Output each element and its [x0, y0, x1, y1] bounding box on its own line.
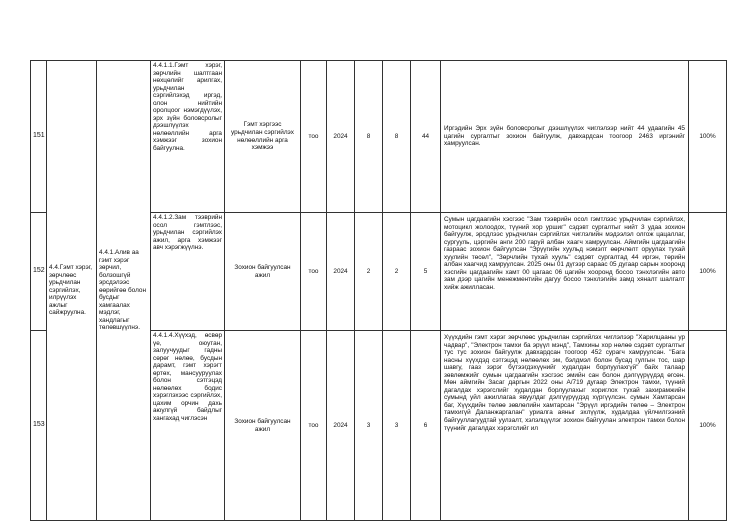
percent: 100%: [689, 61, 727, 213]
year: 2024: [327, 61, 355, 213]
actual: 44: [411, 61, 441, 213]
baseline: 3: [355, 331, 383, 521]
indicator: Гэмт хэргээс урьдчилан сэргийлэх нөлөөллийн арга хэмжээ: [225, 61, 301, 213]
group-goal: 4.4.Гэмт хэрэг, зөрчлөөс урьдчилан сэргийлэх, илрүүлэх ажлыг сайжруулна.: [47, 61, 97, 521]
row-number: 152: [31, 213, 47, 331]
plan-activity: 4.4.1.2.Зам тээврийн осол гэмтлээс, урьдчилан сэргийлэх ажил, арга хэмжээг авч хэрэгжүүлнэ.: [151, 213, 225, 331]
actual: 6: [411, 331, 441, 521]
plan-report-table: [30, 60, 727, 521]
unit: тоо: [301, 331, 327, 521]
indicator: Зохион байгуулсан ажил: [225, 213, 301, 331]
percent: 100%: [689, 213, 727, 331]
plan-activity: 4.4.1.1.Гэмт хэрэг, зөрчлийн шалтгаан нөхцөлийг арилгах, урьдчилан сэргийлэхэд иргэд, олон нийтийн оролцоог нэмэгдүүлэх, эрх зүйн боловсролыг дээшлүүлэх нөлөөллийн арга хэмжээг зохион байгуулна.: [151, 61, 225, 213]
baseline: 8: [355, 61, 383, 213]
year: 2024: [327, 213, 355, 331]
row-number: 151: [31, 61, 47, 213]
actual: 5: [411, 213, 441, 331]
target: 2: [383, 213, 411, 331]
indicator: Зохион байгуулсан ажил: [225, 331, 301, 521]
year: 2024: [327, 331, 355, 521]
unit: тоо: [301, 213, 327, 331]
target: 8: [383, 61, 411, 213]
row-number: 153: [31, 331, 47, 521]
percent: 100%: [689, 331, 727, 521]
group-objective: 4.4.1.Алив аа гэмт хэрэг зөрчил, болзошгүй эрсдэлээс өөрийгөө болон бусдыг хамгаалах мэдлэг, хандлагыг төлөвшүүлнэ.: [97, 61, 151, 521]
unit: тоо: [301, 61, 327, 213]
result-text: Сумын цагдаагийн хэсгээс "Зам тээврийн осол гэмтлээс урьдчилан сэргийлэх, мотоцикл жолоодох, түүний хор уршиг" сэдэвт сургалтыг нийт 3 удаа зохион байгуулж, эрсдлээс урьдчилан сэргийлэх чиглэлийн мэдээлэл олгож цацаллаг, сургууль, цэргийн анги 200 гаруй албан хаагч хамруулсан. Аймгийн цагдаагийн газраас зохион байгуулсан "Эрүүгийн хуульд нэмэлт өөрчлөлт оруулах тухай хуулийн төсөл", "Зөрчлийн тухай хууль" сэдэвт сургалтад 44 иргэн, төрийн албан хаагчид хамруулсан. 2025 оны 01 дүгээр сараас 05 дугаар сарын хооронд хэсгийн цагдаагийн хамт 00 цагаас 06 цагийн хооронд босоо тэнхлэгийн авто зам дээр цагийн менежментийн дагуу босоо тэнхлэгийн замд хяналт шалгалт хийж ажилласан.: [441, 213, 689, 331]
baseline: 2: [355, 213, 383, 331]
target: 3: [383, 331, 411, 521]
table-row: [31, 61, 727, 213]
plan-activity: 4.4.1.4.Хүүхэд, өсвөр үе, оюутан, залуучуудыг гадны сөрөг нөлөө, бусдын дарамт, гэмт хэрэгт өртөх, мансууруулах болон сэтгэцэд нөлөөлөх бодис хэрэглэхээс сэргийлэх, цахим орчин дахь аюулгүй байдлыг хангахад чиглэсэн: [151, 331, 225, 521]
result-text: Иргэдийн Эрх зүйн боловсролыг дээшлүүлэх чиглэлээр нийт 44 удаагийн 45 цагийн сургалтыг зохион байгуулж, давхардсан тоогоор 2463 иргэнийг хамруулсан.: [441, 61, 689, 213]
result-text: Хүүхдийн гэмт хэрэг зөрчлөөс урьдчилан сэргийлэх чиглэлээр "Харилцааны ур чадвар", "Электрон тамхи ба эрүүл мэнд", Тамхины хор нөлөө сэдэвт сургалтыг тус тус зохион байгуулж давхардсан тоогоор 452 сурагч хамруулсан. "Бага насны хүүхдэд сэтгэцэд нөлөөлөх эм, бэлдмэл болон бусад гулгын тос, шар шавгу, гааз зэрэг бүтээгдэхүүнийг худалдан борлуулахгүй" байх талаар зөвлөмжийг сумын цагдаагийн хэсгээс эмийн сан болон дэлгүүрүүдэд өгсөн. Мөн аймгийн Засаг даргын 2022 оны А/719 дугаар Электрон тамхи, түүний дагалдах хэрэгслийг худалдан борлуулахыг хориглох тухай захирамжийн сумынд уйл ажиллагаа явуулдаг дэлгүүрүүдэд хүргүүлсэн. сумын Хамтарсан баг, Хүүхдийн төлөө зөвлөлийн хамтарсан "Эрүүл иргэдийн төлөө – Электрон тамхигүй Даланжаргалан" уриалга аяныг эхлүүлж, худалдаа үйлчилгээний байгууллагуудтай уулзалт, хэлэлцүүлэг зохион байгуулан электрон тамхи болон түүнийг дагалдах хэрэгслийг ил: [441, 331, 689, 521]
